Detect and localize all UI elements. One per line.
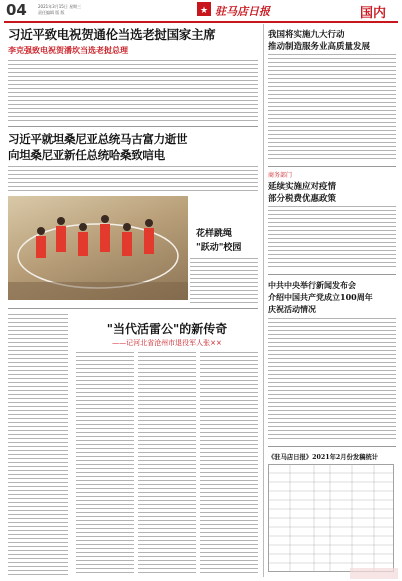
second-body (8, 166, 258, 194)
news-photo (8, 196, 188, 300)
section-label: 国内 (360, 6, 387, 21)
corner-watermark (350, 568, 398, 579)
lead-subtitle: 李克强致电祝贺潘坎当选老挝总理 (8, 45, 128, 55)
lead-body (8, 60, 258, 122)
feature-subtitle: ——记河北省沧州市退役军人张×× (112, 339, 222, 347)
jump-rope-figures-icon (8, 196, 188, 300)
divider (268, 166, 396, 167)
masthead-logo (195, 1, 295, 20)
divider (8, 126, 258, 127)
feature-left-body (8, 314, 68, 576)
right-body-2 (268, 206, 396, 270)
right-headline-2b: 部分税费优惠政策 (268, 194, 337, 204)
table-grid (268, 464, 394, 572)
right-headline-3c: 庆祝活动情况 (268, 304, 316, 314)
divider (8, 308, 258, 309)
column-separator (263, 24, 264, 577)
lead-title: 习近平致电祝贺通伦当选老挝国家主席 (8, 27, 216, 42)
right-headline-1a: 我国将实施九大行动 (268, 30, 345, 40)
second-title-1: 习近平就坦桑尼亚总统马古富力逝世 (8, 132, 188, 146)
page-number: 04 (6, 1, 27, 19)
photo-caption-2: "跃动"校园 (196, 243, 242, 253)
masthead-rule (4, 21, 398, 23)
second-title-2: 向坦桑尼亚新任总统哈桑致唁电 (8, 148, 165, 162)
right-headline-3b: 介绍中国共产党成立100周年 (268, 292, 373, 302)
feature-body-1 (76, 352, 134, 574)
photo-caption-body (190, 258, 258, 304)
right-headline-1b: 推动制造服务业高质量发展 (268, 42, 371, 52)
divider (268, 446, 396, 447)
right-kicker: 商务部门 (268, 172, 293, 179)
feature-body-3 (200, 352, 258, 574)
feature-title: "当代活雷公"的新传奇 (106, 322, 228, 336)
feature-body-2 (138, 352, 196, 574)
editor-line: 责任编辑 版 版 (38, 10, 65, 15)
svg-text:★: ★ (199, 6, 209, 16)
stats-table-title: 《驻马店日报》2021年2月份发稿统计 (268, 454, 379, 461)
stats-table (268, 464, 394, 572)
right-body-1 (268, 54, 396, 162)
right-body-3 (268, 318, 396, 442)
date-line: 2021年3月15日 星期三 (38, 4, 82, 9)
divider (268, 274, 396, 275)
logo-text: 驻马店日报 (215, 5, 270, 18)
right-headline-3a: 中共中央举行新闻发布会 (268, 280, 356, 290)
photo-caption-1: 花样跳绳 (196, 229, 233, 239)
right-headline-2a: 延续实施应对疫情 (268, 182, 337, 192)
